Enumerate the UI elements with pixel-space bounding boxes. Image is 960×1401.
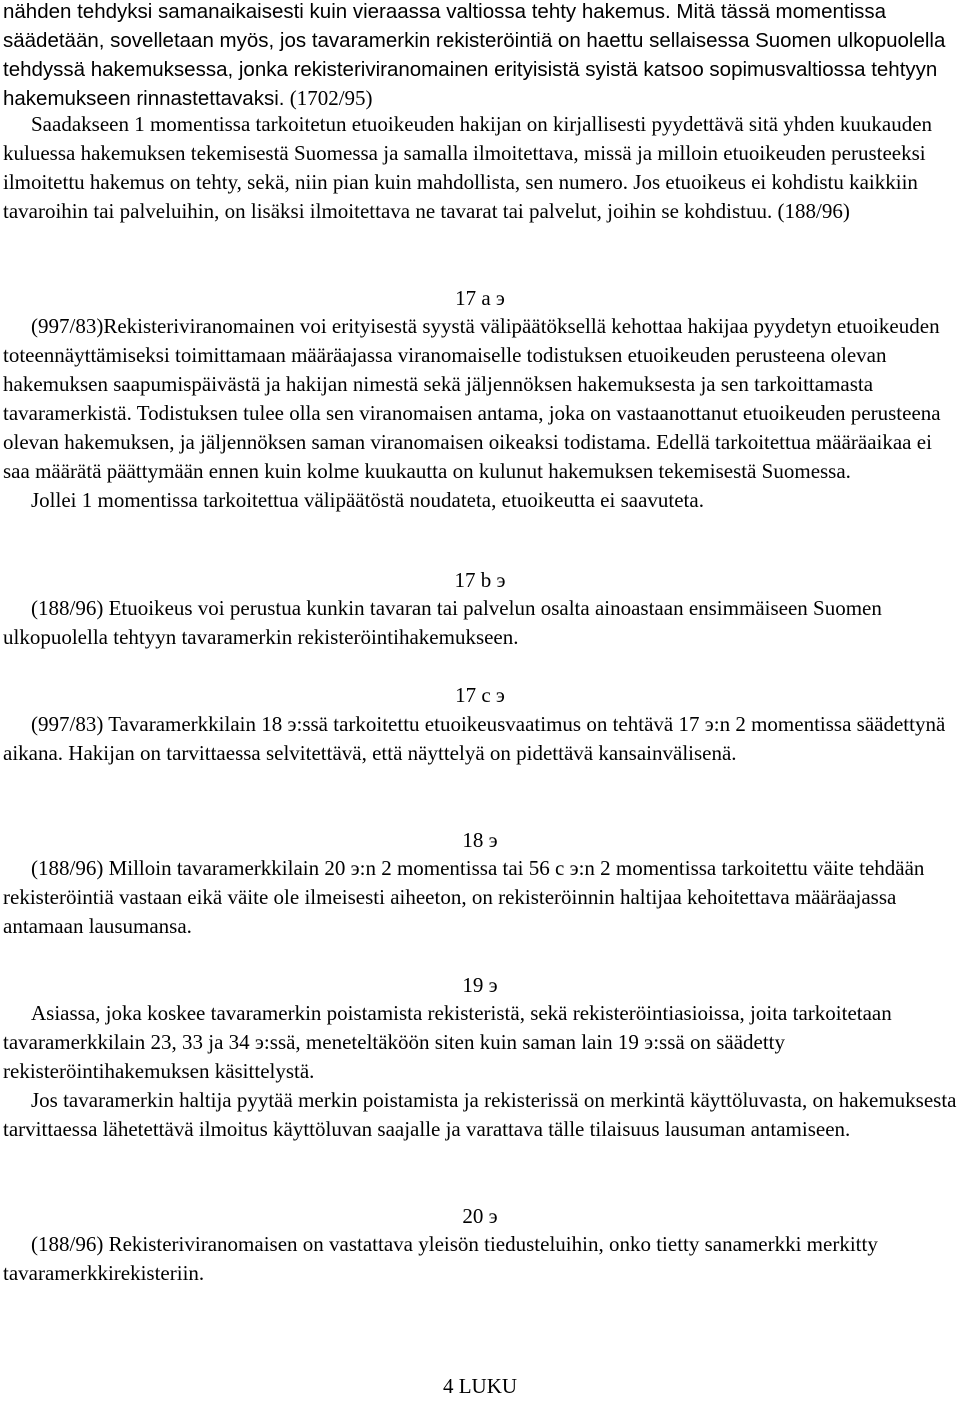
paragraph-text: (188/96) Etuoikeus voi perustua kunkin tavaran tai palvelun osalta ainoastaan ensimmäiseen Suomen ulkopuolella tehtyyn tavaramerkin rekisteröintihakemukseen. — [3, 596, 882, 649]
intro-paragraph-2 — [3, 110, 957, 226]
paragraph-text: Jos tavaramerkin haltija pyytää merkin poistamista ja rekisterissä on merkintä käyttöluvasta, on hakemuksesta tarvittaessa lähetettävä ilmoitus käyttöluvan saajalle ja varattava tälle tilaisuus lausuman antamiseen. — [3, 1088, 957, 1141]
section-19-body — [3, 999, 957, 1144]
section-heading-17b: 17 b э — [454, 568, 506, 592]
paragraph-text: (188/96) Milloin tavaramerkkilain 20 э:n 2 momentissa tai 56 c э:n 2 momentissa tarkoitettu väite tehdään rekisteröintiä vastaan eikä väite ole ilmeisesti aiheeton, on rekisteröinnin haltijaa kehoitettava määräajassa antamaan lausumansa. — [3, 856, 925, 938]
paragraph-text: Asiassa, joka koskee tavaramerkin poistamista rekisteristä, sekä rekisteröintiasioissa, joita tarkoitetaan tavaramerkkilain 23, 33 ja 34 э:ssä, meneteltäköön siten kuin saman lain 19 э:ssä on säädetty rekisteröintihakemuksen käsittelystä. — [3, 1001, 892, 1083]
intro-citation: (1702/95) — [284, 86, 373, 110]
paragraph-text: (188/96) Rekisteriviranomaisen on vastattava yleisön tiedusteluihin, onko tietty sanamerkki merkitty tavaramerkkirekisteriin. — [3, 1232, 878, 1285]
intro-text: nähden tehdyksi samanaikaisesti kuin vieraassa valtiossa tehty hakemus. Mitä tässä momentissa säädetään, sovelletaan myös, jos tavaramerkin rekisteröintiä on haettu sellaisessa Suomen ulkopuolella tehdyssä hakemuksessa, jonka rekisteriviranomainen erityisistä syistä katsoo sopimusvaltiossa tehtyyn hakemukseen rinnastettavaksi. — [3, 0, 946, 110]
section-heading-17c: 17 c э — [455, 683, 505, 707]
section-18-body — [3, 854, 957, 941]
section-heading-17a: 17 a э — [455, 286, 505, 310]
paragraph-text: (997/83)Rekisteriviranomainen voi erityisestä syystä välipäätöksellä kehottaa hakijaa pyydetyn etuoikeuden toteennäyttämiseksi toimittamaan määräajassa viranomaiselle todistuksen etuoikeuden perusteena olevan hakemuksen saapumispäivästä ja hakijan nimestä sekä jäljennöksen hakemuksesta ja sen tarkoittamasta tavaramerkistä. Todistuksen tulee olla sen viranomaisen antama, joka on vastaanottanut etuoikeuden perusteena olevan hakemuksen, ja jäljennöksen saman viranomaisen oikeaksi todistama. Edellä tarkoitettua määräaikaa ei saa määrätä päättymään ennen kuin kolme kuukautta on kulunut hakemuksen tekemisestä Suomessa. — [3, 314, 941, 483]
paragraph-text: Jollei 1 momentissa tarkoitettua välipäätöstä noudateta, etuoikeutta ei saavuteta. — [31, 488, 704, 512]
intro-paragraph — [3, 0, 957, 113]
section-20-body — [3, 1230, 957, 1288]
section-heading-20: 20 э — [462, 1204, 498, 1228]
section-17c-body — [3, 710, 957, 768]
section-17a-body — [3, 312, 957, 515]
section-heading-18: 18 э — [462, 828, 498, 852]
section-17b-body — [3, 594, 957, 652]
section-heading-19: 19 э — [462, 973, 498, 997]
chapter-heading: 4 LUKU — [442, 1374, 518, 1398]
paragraph-text: Saadakseen 1 momentissa tarkoitetun etuoikeuden hakijan on kirjallisesti pyydettävä sitä yhden kuukauden kuluessa hakemuksen tekemisestä Suomessa ja samalla ilmoitettava, missä ja milloin etuoikeuden perusteeksi ilmoitettu hakemus on tehty, sekä, niin pian kuin mahdollista, sen numero. Jos etuoikeus ei kohdistu kaikkiin tavaroihin tai palveluihin, on lisäksi ilmoitettava ne tavarat tai palvelut, joihin se kohdistuu. (188/96) — [3, 112, 933, 223]
paragraph-text: (997/83) Tavaramerkkilain 18 э:ssä tarkoitettu etuoikeusvaatimus on tehtävä 17 э:n 2 momentissa säädettynä aikana. Hakijan on tarvittaessa selvitettävä, että näyttelyä on pidettävä kansainvälisenä. — [3, 712, 946, 765]
